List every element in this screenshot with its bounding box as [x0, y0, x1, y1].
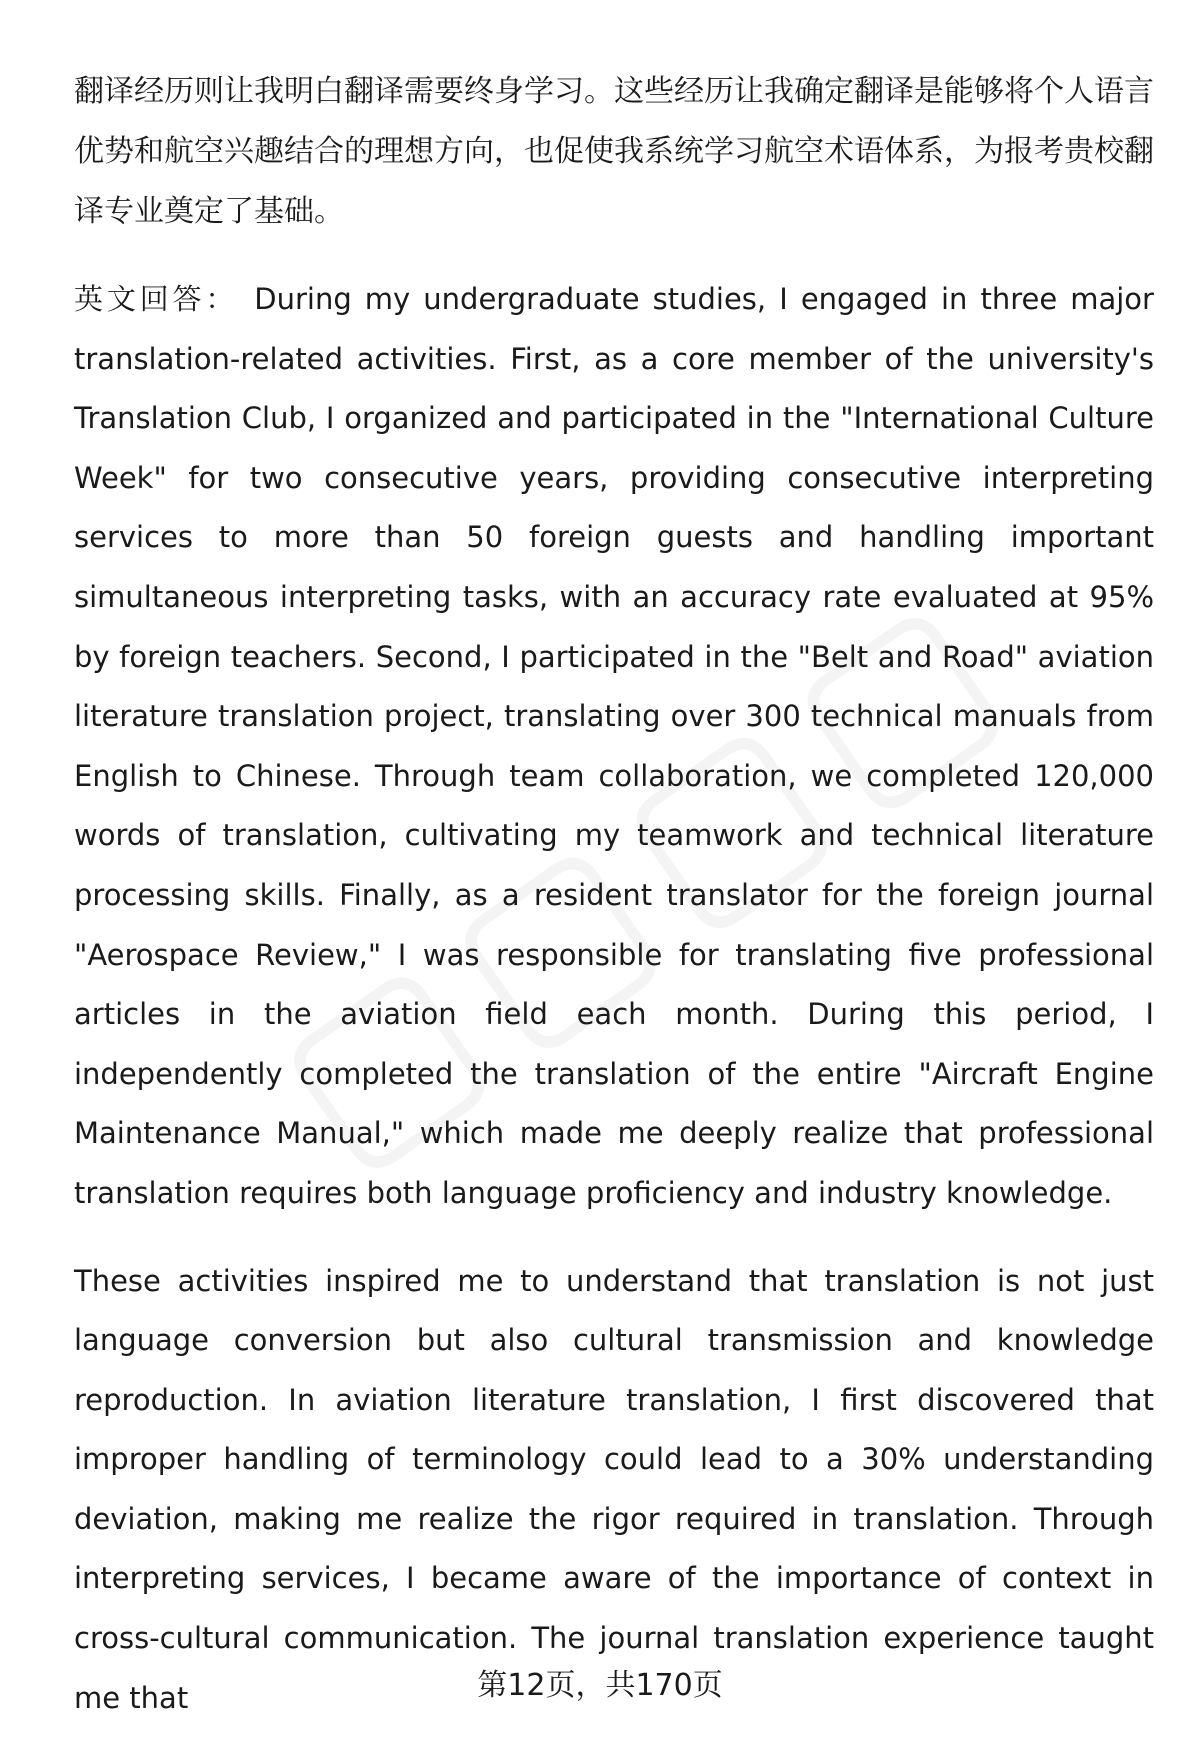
page-number-footer: 第12页，共170页: [477, 1668, 723, 1703]
english-answer-label: 英文回答：: [74, 282, 239, 316]
paragraph-english-answer: [74, 270, 1154, 1224]
document-body: [74, 62, 1154, 1728]
paragraph-reflection: These activities inspired me to understand that translation is not just language conversion but also cultural transmission and knowledge reproduction. In aviation literature translation, I first discovered that improper handling of terminology could lead to a 30% understanding deviation, making me realize the rigor required in translation. Through interpreting services, I became aware of the importance of context in cross-cultural communication. The journal translation experience taught me that: [74, 1263, 1154, 1715]
paragraph-chinese-answer: 翻译经历则让我明白翻译需要终身学习。这些经历让我确定翻译是能够将个人语言优势和航空兴趣结合的理想方向，也促使我系统学习航空术语体系，为报考贵校翻译专业奠定了基础。: [74, 74, 1154, 229]
english-answer-text: During my undergraduate studies, I engaged in three major translation-related activities. First, as a core member of the university's Translation Club, I organized and participated in the "International Culture Week" for two consecutive years, providing consecutive interpreting services to more than 50 foreign guests and handling important simultaneous interpreting tasks, with an accuracy rate evaluated at 95% by foreign teachers. Second, I participated in the "Belt and Road" aviation literature translation project, translating over 300 technical manuals from English to Chinese. Through team collaboration, we completed 120,000 words of translation, cultivating my teamwork and technical literature processing skills. Finally, as a resident translator for the foreign journal "Aerospace Review," I was responsible for translating five professional articles in the aviation field each month. During this period, I independently completed the translation of the entire "Aircraft Engine Maintenance Manual," which made me deeply realize that professional translation requires both language proficiency and industry knowledge.: [74, 282, 1154, 1210]
